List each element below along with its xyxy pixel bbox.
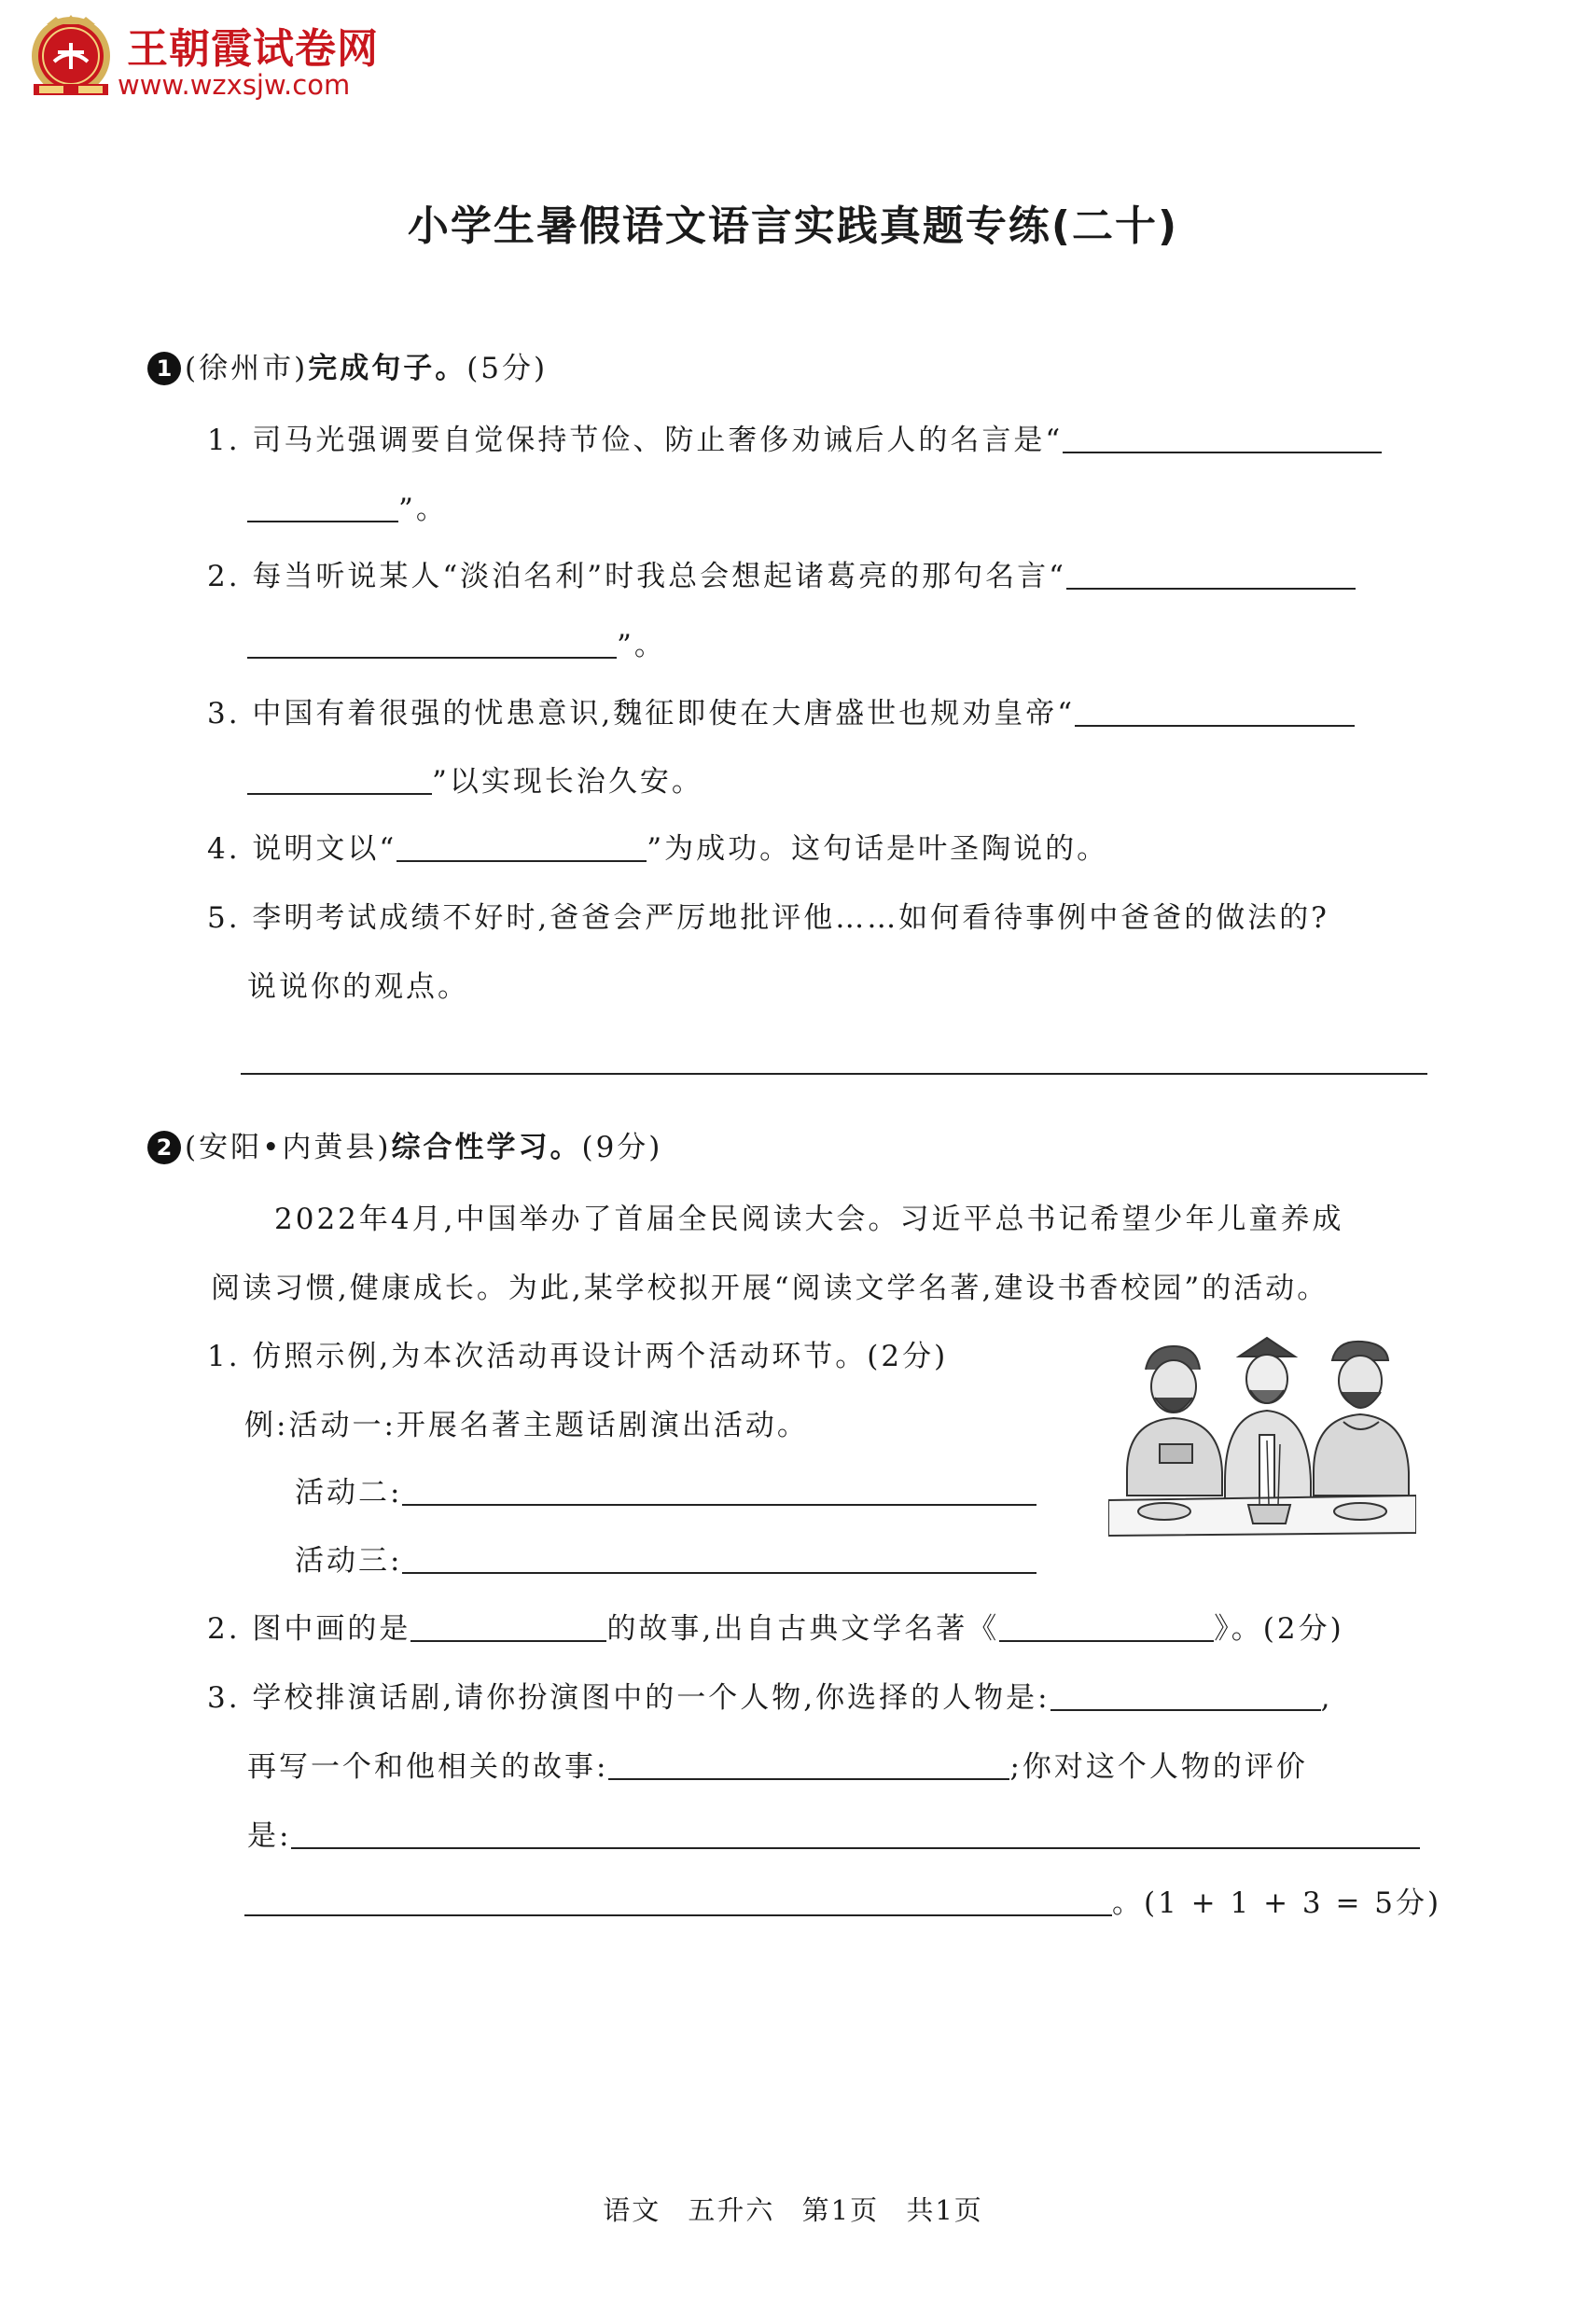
answer-blank[interactable] — [247, 765, 432, 795]
q2-sub3-text-c: 再写一个和他相关的故事: — [247, 1750, 609, 1784]
answer-blank[interactable] — [402, 1476, 1036, 1506]
answer-blank[interactable] — [608, 1750, 1009, 1780]
q2-sub2-text-b: 的故事,出自古典文学名著《 — [606, 1612, 1000, 1646]
q2-points: (9分) — [581, 1131, 663, 1164]
q2-number-badge: 2 — [147, 1131, 181, 1164]
q2-source: (安阳•内黄县) — [185, 1131, 392, 1164]
q1-item-5 — [207, 899, 1329, 937]
answer-blank[interactable] — [999, 1612, 1214, 1642]
q2-intro-1: 2022年4月,中国举办了首届全民阅读大会。习近平总书记希望少年儿童养成 — [274, 1203, 1344, 1236]
act3-label: 活动三: — [295, 1544, 403, 1578]
answer-line[interactable] — [241, 1073, 1427, 1075]
q1-item-2-cont — [247, 627, 666, 664]
q2-sub3-end — [244, 1885, 1441, 1922]
q1-heading — [147, 350, 548, 387]
q1-item-4 — [207, 830, 1108, 868]
q2-sub1-act2 — [295, 1474, 1036, 1511]
q2-sub1-example: 例:活动一:开展名著主题话剧演出活动。 — [244, 1409, 809, 1442]
q1-item-2-end: ”。 — [617, 629, 666, 662]
q2-sub3-eval — [247, 1817, 1420, 1855]
q2-sub3-text-d: ;你对这个人物的评价 — [1009, 1750, 1308, 1784]
q1-item-1 — [207, 422, 1382, 459]
q1-title: 完成句子。 — [308, 352, 467, 385]
answer-blank[interactable] — [1050, 1681, 1321, 1711]
q2-sub1: 1. 仿照示例,为本次活动再设计两个活动环节。(2分) — [207, 1340, 949, 1373]
q2-sub3 — [207, 1679, 1332, 1717]
q2-heading — [147, 1129, 662, 1166]
answer-blank[interactable] — [1066, 560, 1356, 590]
q1-item-2 — [207, 558, 1356, 595]
act2-label: 活动二: — [295, 1476, 403, 1510]
q2-sub1-act3 — [295, 1542, 1036, 1579]
q1-item-3-cont — [247, 763, 703, 800]
seal-icon — [26, 13, 116, 103]
q2-sub3-text-a: 3. 学校排演话剧,请你扮演图中的一个人物,你选择的人物是: — [207, 1681, 1050, 1715]
q1-item-1-text: 1. 司马光强调要自觉保持节俭、防止奢侈劝诫后人的名言是“ — [207, 424, 1064, 457]
q1-item-4-end: ”为成功。这句话是叶圣陶说的。 — [647, 832, 1109, 866]
answer-blank[interactable] — [396, 832, 647, 862]
site-url[interactable]: www.wzxsjw.com — [118, 69, 351, 101]
q2-sub2-text-c: 》。(2分) — [1214, 1612, 1344, 1646]
answer-blank[interactable] — [291, 1819, 1420, 1849]
answer-blank[interactable] — [1075, 697, 1355, 727]
q1-points: (5分) — [466, 352, 549, 385]
q1-item-3-end: ”以实现长治久安。 — [432, 765, 703, 799]
site-logo — [26, 7, 418, 101]
q1-item-5-cont: 说说你的观点。 — [247, 970, 469, 1004]
q1-item-2-text: 2. 每当听说某人“淡泊名利”时我总会想起诸葛亮的那句名言“ — [207, 560, 1066, 593]
q2-title: 综合性学习。 — [391, 1131, 582, 1164]
answer-blank[interactable] — [247, 629, 617, 659]
q1-item-3-text: 3. 中国有着很强的忧患意识,魏征即使在大唐盛世也规劝皇帝“ — [207, 697, 1076, 731]
q1-item-3 — [207, 695, 1355, 732]
q2-sub3-cont — [247, 1748, 1308, 1786]
q2-sub3-points: 。(1 + 1 + 3 = 5分) — [1112, 1886, 1442, 1920]
answer-blank[interactable] — [247, 493, 398, 522]
q2-sub3-text-b: , — [1320, 1681, 1333, 1715]
q2-sub3-text-e: 是: — [247, 1819, 292, 1853]
q1-item-1-end: ”。 — [398, 493, 448, 526]
answer-blank[interactable] — [1063, 424, 1382, 453]
answer-blank[interactable] — [402, 1544, 1036, 1574]
q1-item-1-cont — [247, 491, 448, 528]
page-footer: 语文 五升六 第1页 共1页 — [603, 2194, 983, 2226]
site-name: 王朝霞试卷网 — [127, 25, 379, 73]
q1-source: (徐州市) — [185, 352, 309, 385]
q1-item-5-text: 5. 李明考试成绩不好时,爸爸会严厉地批评他……如何看待事例中爸爸的做法的? — [207, 901, 1329, 935]
answer-blank[interactable] — [244, 1886, 1112, 1916]
three-figures-illustration — [1108, 1332, 1416, 1539]
page-title: 小学生暑假语文语言实践真题专练(二十) — [407, 202, 1179, 250]
q2-sub2 — [207, 1610, 1344, 1648]
answer-blank[interactable] — [410, 1612, 606, 1642]
q1-number-badge: 1 — [147, 352, 181, 385]
q2-intro-2: 阅读习惯,健康成长。为此,某学校拟开展“阅读文学名著,建设书香校园”的活动。 — [211, 1272, 1329, 1305]
q2-sub2-text-a: 2. 图中画的是 — [207, 1612, 411, 1646]
q1-item-4-text: 4. 说明文以“ — [207, 832, 397, 866]
